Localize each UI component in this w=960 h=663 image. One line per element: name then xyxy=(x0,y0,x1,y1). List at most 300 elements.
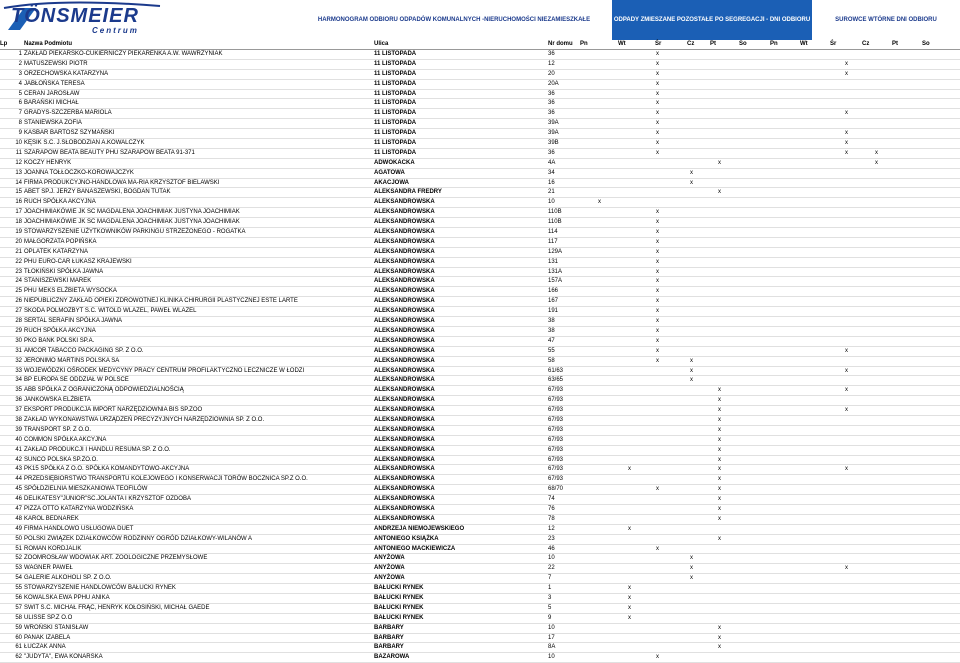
table-row xyxy=(0,416,960,426)
table-row xyxy=(0,525,960,535)
row-house-number: 39B xyxy=(548,140,559,147)
pickup-day-mark: x xyxy=(656,308,659,315)
pickup-day-mark: x xyxy=(690,565,693,572)
table-row xyxy=(0,109,960,119)
col-day: Wt xyxy=(800,41,808,47)
table-row xyxy=(0,119,960,129)
table-row xyxy=(0,337,960,347)
row-entity-name: PK15 SPÓŁKA Z O.O. SPÓŁKA KOMANDYTOWO-AKCYJNA xyxy=(24,466,190,473)
row-street: ALEKSANDROWSKA xyxy=(374,238,435,245)
pickup-day-mark: x xyxy=(718,426,721,433)
row-house-number: 61/63 xyxy=(548,367,564,374)
row-lp: 28 xyxy=(15,318,22,325)
row-lp: 5 xyxy=(18,90,22,97)
row-house-number: 36 xyxy=(548,110,555,117)
row-lp: 13 xyxy=(15,169,22,176)
pickup-day-mark: x xyxy=(718,416,721,423)
row-lp: 35 xyxy=(15,387,22,394)
row-street: ALEKSANDROWSKA xyxy=(374,436,435,443)
table-row xyxy=(0,554,960,564)
row-entity-name: "JUDYTA", EWA KONARSKA xyxy=(24,654,103,661)
row-entity-name: SPÓŁDZIELNIA MIESZKANIOWA TEOFILÓW xyxy=(24,486,148,493)
row-street: 11 LISTOPADA xyxy=(374,60,417,67)
row-lp: 17 xyxy=(15,209,22,216)
row-street: ANYŻOWA xyxy=(374,555,405,562)
row-lp: 58 xyxy=(15,614,22,621)
row-lp: 60 xyxy=(15,634,22,641)
pickup-day-mark: x xyxy=(628,525,631,532)
row-street: ALEKSANDROWSKA xyxy=(374,446,435,453)
pickup-day-mark: x xyxy=(690,357,693,364)
row-street: ALEKSANDROWSKA xyxy=(374,199,435,206)
pickup-day-mark: x xyxy=(718,446,721,453)
table-row xyxy=(0,327,960,337)
row-house-number: 10 xyxy=(548,624,555,631)
pickup-day-mark: x xyxy=(690,377,693,384)
col-day: Pn xyxy=(770,41,778,47)
pickup-day-mark: x xyxy=(718,387,721,394)
row-entity-name: ABET SP.J. JERZY BANASZEWSKI, BOGDAN TUTAK xyxy=(24,189,171,196)
row-entity-name: KAROL BEDNAREK xyxy=(24,515,79,522)
pickup-day-mark: x xyxy=(690,555,693,562)
pickup-day-mark: x xyxy=(845,110,848,117)
row-entity-name: JANKOWSKA ELŻBIETA xyxy=(24,397,91,404)
row-street: ALEKSANDROWSKA xyxy=(374,318,435,325)
pickup-day-mark: x xyxy=(845,60,848,67)
row-entity-name: SUNCO POLSKA SP.ZO.O. xyxy=(24,456,98,463)
pickup-day-mark: x xyxy=(656,654,659,661)
row-entity-name: POLSKI ZWIĄZEK DZIAŁKOWCÓW RODZINNY OGRÓD DZIAŁKOWY-WILANÓW A xyxy=(24,535,253,542)
pickup-day-mark: x xyxy=(656,80,659,87)
pickup-day-mark: x xyxy=(718,496,721,503)
row-entity-name: MATUSZEWSKI PIOTR xyxy=(24,60,88,67)
company-logo xyxy=(0,0,296,40)
row-house-number: 68/70 xyxy=(548,486,564,493)
row-house-number: 67/93 xyxy=(548,466,564,473)
table-row xyxy=(0,367,960,377)
row-lp: 24 xyxy=(15,278,22,285)
row-entity-name: CERAN JAROSŁAW xyxy=(24,90,80,97)
pickup-day-mark: x xyxy=(628,585,631,592)
row-lp: 44 xyxy=(15,476,22,483)
row-entity-name: JOACHIMIAKÓWIE JK SC MAGDALENA JOACHIMIAK JUSTYNA JOACHIMIAK xyxy=(24,209,240,216)
table-row xyxy=(0,436,960,446)
row-house-number: 39A xyxy=(548,120,559,127)
pickup-day-mark: x xyxy=(845,347,848,354)
pickup-day-mark: x xyxy=(656,100,659,107)
pickup-day-mark: x xyxy=(718,505,721,512)
row-entity-name: ŁUCZAK ANNA xyxy=(24,644,66,651)
pickup-day-mark: x xyxy=(656,110,659,117)
row-street: ADWOKACKA xyxy=(374,159,415,166)
row-street: 11 LISTOPADA xyxy=(374,120,417,127)
pickup-day-mark: x xyxy=(656,209,659,216)
pickup-day-mark: x xyxy=(598,199,601,206)
row-street: ALEKSANDROWSKA xyxy=(374,496,435,503)
row-street: BAZAROWA xyxy=(374,654,410,661)
row-street: ALEKSANDROWSKA xyxy=(374,486,435,493)
row-entity-name: KOCZY HENRYK xyxy=(24,159,72,166)
col-day: Pn xyxy=(580,41,588,47)
row-street: BARBARY xyxy=(374,644,404,651)
table-row xyxy=(0,624,960,634)
row-lp: 32 xyxy=(15,357,22,364)
row-street: 11 LISTOPADA xyxy=(374,110,417,117)
row-street: 11 LISTOPADA xyxy=(374,130,417,137)
row-street: ALEKSANDROWSKA xyxy=(374,288,435,295)
pickup-day-mark: x xyxy=(656,318,659,325)
row-lp: 1 xyxy=(18,51,22,57)
row-entity-name: STOWARZYSZENIE UŻYTKOWNIKÓW PARKINGU STRZEŻONEGO - ROGATKA xyxy=(24,229,246,236)
table-row xyxy=(0,149,960,159)
row-lp: 36 xyxy=(15,397,22,404)
row-lp: 57 xyxy=(15,604,22,611)
row-lp: 9 xyxy=(18,130,22,137)
pickup-day-mark: x xyxy=(656,268,659,275)
row-entity-name: BP EUROPA SE ODDZIAŁ W POLSCE xyxy=(24,377,129,384)
row-entity-name: GALERIE ALKOHOLI SP. Z O.O. xyxy=(24,575,112,582)
pickup-day-mark: x xyxy=(718,644,721,651)
pickup-day-mark: x xyxy=(690,575,693,582)
title-mixed-waste: ODPADY ZMIESZANE POZOSTAŁE PO SEGREGACJI - DNI ODBIORU xyxy=(612,0,812,40)
row-lp: 10 xyxy=(15,140,22,147)
table-row xyxy=(0,634,960,644)
pickup-day-mark: x xyxy=(718,624,721,631)
row-street: 11 LISTOPADA xyxy=(374,140,417,147)
pickup-day-mark: x xyxy=(656,90,659,97)
row-house-number: 36 xyxy=(548,90,555,97)
row-lp: 11 xyxy=(15,149,22,156)
row-street: ALEKSANDROWSKA xyxy=(374,268,435,275)
table-row xyxy=(0,643,960,653)
table-row xyxy=(0,545,960,555)
row-house-number: 20 xyxy=(548,70,555,77)
pickup-day-mark: x xyxy=(718,476,721,483)
row-entity-name: AMCOR TABACCO PACKAGING SP. Z O.O. xyxy=(24,347,144,354)
row-street: ANTONIEGO MACKIEWICZA xyxy=(374,545,456,552)
row-lp: 59 xyxy=(15,624,22,631)
row-house-number: 114 xyxy=(548,229,558,236)
col-nr: Nr domu xyxy=(548,41,573,47)
row-street: BAŁUCKI RYNEK xyxy=(374,585,424,592)
pickup-day-mark: x xyxy=(628,466,631,473)
row-house-number: 10 xyxy=(548,555,555,562)
row-house-number: 67/93 xyxy=(548,446,564,453)
pickup-day-mark: x xyxy=(656,486,659,493)
pickup-day-mark: x xyxy=(845,140,848,147)
title-recyclables: SUROWCE WTÓRNE DNI ODBIORU xyxy=(812,0,960,40)
pickup-day-mark: x xyxy=(845,565,848,572)
row-house-number: 20A xyxy=(548,80,559,87)
table-row xyxy=(0,495,960,505)
table-row xyxy=(0,60,960,70)
row-street: 11 LISTOPADA xyxy=(374,51,417,57)
table-row xyxy=(0,99,960,109)
row-lp: 20 xyxy=(15,238,22,245)
row-house-number: 78 xyxy=(548,515,555,522)
row-street: BARBARY xyxy=(374,624,404,631)
row-street: BARBARY xyxy=(374,634,404,641)
table-row xyxy=(0,465,960,475)
table-row xyxy=(0,456,960,466)
schedule-table xyxy=(0,40,960,663)
table-row xyxy=(0,347,960,357)
row-house-number: 47 xyxy=(548,337,555,344)
row-lp: 2 xyxy=(18,60,22,67)
row-street: ALEKSANDROWSKA xyxy=(374,426,435,433)
row-house-number: 110B xyxy=(548,219,562,226)
row-house-number: 12 xyxy=(548,525,555,532)
row-house-number: 12 xyxy=(548,60,555,67)
col-day: Śr xyxy=(655,41,662,47)
row-house-number: 157A xyxy=(548,278,563,285)
row-lp: 22 xyxy=(15,258,22,265)
table-row xyxy=(0,317,960,327)
row-street: ALEKSANDROWSKA xyxy=(374,337,435,344)
pickup-day-mark: x xyxy=(656,327,659,334)
row-entity-name: STANIEWSKA ZOFIA xyxy=(24,120,82,127)
row-lp: 15 xyxy=(15,189,22,196)
col-day: Pt xyxy=(892,41,898,47)
row-street: ALEKSANDROWSKA xyxy=(374,505,435,512)
row-street: ANYŻOWA xyxy=(374,565,405,572)
row-entity-name: JABŁOŃSKA TERESA xyxy=(24,80,85,87)
title-municipal-waste: HARMONOGRAM ODBIORU ODPADÓW KOMUNALNYCH -NIERUCHOMOŚCI NIEZAMIESZKAŁE xyxy=(317,17,591,23)
pickup-day-mark: x xyxy=(656,140,659,147)
col-day: Cz xyxy=(862,41,870,47)
row-street: BAŁUCKI RYNEK xyxy=(374,604,424,611)
table-row xyxy=(0,198,960,208)
table-row xyxy=(0,406,960,416)
table-row xyxy=(0,50,960,60)
row-house-number: 36 xyxy=(548,149,555,156)
row-street: ALEKSANDROWSKA xyxy=(374,248,435,255)
row-house-number: 5 xyxy=(548,604,552,611)
row-house-number: 9 xyxy=(548,614,552,621)
row-house-number: 46 xyxy=(548,545,555,552)
row-entity-name: SZARAPOW BEATA BEAUTY PHU SZARAPOW BEATA 91-371 xyxy=(24,149,195,156)
row-lp: 51 xyxy=(15,545,22,552)
pickup-day-mark: x xyxy=(628,604,631,611)
row-entity-name: ZOOMROSŁAW WDOWIAK ART. ZOOLOGICZNE PRZEMYSŁOWE xyxy=(24,555,208,562)
row-lp: 12 xyxy=(15,159,22,166)
row-street: ALEKSANDROWSKA xyxy=(374,515,435,522)
row-lp: 39 xyxy=(15,426,22,433)
row-street: 11 LISTOPADA xyxy=(374,70,417,77)
row-house-number: 55 xyxy=(548,347,555,354)
row-house-number: 76 xyxy=(548,505,555,512)
row-house-number: 67/93 xyxy=(548,456,564,463)
row-entity-name: COMMON SPÓŁKA AKCYJNA xyxy=(24,436,107,443)
row-entity-name: PIZZA OTTO KATARZYNA WODZIŃSKA xyxy=(24,505,134,512)
table-row xyxy=(0,584,960,594)
table-row xyxy=(0,268,960,278)
pickup-day-mark: x xyxy=(656,229,659,236)
row-street: ALEKSANDRA FREDRY xyxy=(374,189,442,196)
pickup-day-mark: x xyxy=(718,456,721,463)
table-row xyxy=(0,604,960,614)
row-street: ALEKSANDROWSKA xyxy=(374,407,435,414)
row-house-number: 131 xyxy=(548,258,559,265)
row-lp: 50 xyxy=(15,535,22,542)
row-house-number: 1 xyxy=(548,585,552,592)
row-entity-name: SERTAL SERAFIN SPÓŁKA JAWNA xyxy=(24,318,123,325)
pickup-day-mark: x xyxy=(718,397,721,404)
row-house-number: 10 xyxy=(548,199,555,206)
row-street: ALEKSANDROWSKA xyxy=(374,219,435,226)
row-entity-name: FIRMA PRODUKCYJNO-HANDLOWA MA-RIA KRZYSZTOF BIELAWSKI xyxy=(24,179,220,186)
row-entity-name: KĘSIK S.C. J.SŁOBODZIAN A.KOWALCZYK xyxy=(24,140,145,147)
row-entity-name: JERONIMO MARTINS POLSKA SA xyxy=(24,357,120,364)
row-house-number: 63/65 xyxy=(548,377,564,384)
row-lp: 4 xyxy=(18,80,22,87)
pickup-day-mark: x xyxy=(656,278,659,285)
row-street: ALEKSANDROWSKA xyxy=(374,466,435,473)
row-street: ALEKSANDROWSKA xyxy=(374,357,435,364)
row-house-number: 166 xyxy=(548,288,559,295)
row-entity-name: ABB SPÓŁKA Z OGRANICZONĄ ODPOWIEDZIALNOŚCIĄ xyxy=(24,387,184,394)
table-row xyxy=(0,228,960,238)
row-street: ALEKSANDROWSKA xyxy=(374,258,435,265)
table-row xyxy=(0,505,960,515)
row-entity-name: STOWARZYSZENIE HANDLOWCÓW BAŁUCKI RYNEK xyxy=(24,585,176,592)
row-lp: 29 xyxy=(15,327,22,334)
row-entity-name: ROMAN KORDJALIK xyxy=(24,545,82,552)
table-row xyxy=(0,287,960,297)
row-house-number: 129A xyxy=(548,248,563,255)
pickup-day-mark: x xyxy=(845,70,848,77)
row-street: ANDRZEJA NIEMOJEWSKIEGO xyxy=(374,525,465,532)
table-header-row xyxy=(0,40,960,50)
row-lp: 3 xyxy=(18,70,22,77)
row-entity-name: ORZECHOWSKA KATARZYNA xyxy=(24,70,109,77)
row-entity-name: ULISSE SP.Z O.O xyxy=(24,614,73,621)
row-house-number: 38 xyxy=(548,318,555,325)
row-house-number: 8A xyxy=(548,644,556,651)
pickup-day-mark: x xyxy=(628,594,631,601)
col-day: Wt xyxy=(618,41,626,47)
row-house-number: 22 xyxy=(548,565,555,572)
row-house-number: 17 xyxy=(548,634,555,641)
pickup-day-mark: x xyxy=(845,466,848,473)
row-entity-name: SWIT S.C. MICHAŁ FRĄC, HENRYK KOŁOSIŃSKI, MICHAŁ GAEDE xyxy=(24,604,210,611)
row-lp: 38 xyxy=(15,416,22,423)
table-row xyxy=(0,90,960,100)
row-lp: 61 xyxy=(15,644,22,651)
row-house-number: 4A xyxy=(548,159,556,166)
table-row xyxy=(0,515,960,525)
row-house-number: 74 xyxy=(548,496,555,503)
row-entity-name: FIRMA HANDLOWO USŁUGOWA DUET xyxy=(24,525,134,532)
row-street: 11 LISTOPADA xyxy=(374,100,417,107)
pickup-day-mark: x xyxy=(845,387,848,394)
table-row xyxy=(0,139,960,149)
row-house-number: 67/93 xyxy=(548,387,564,394)
table-row xyxy=(0,307,960,317)
row-lp: 8 xyxy=(18,120,22,127)
row-house-number: 58 xyxy=(548,357,555,364)
row-lp: 37 xyxy=(15,407,22,414)
pickup-day-mark: x xyxy=(845,407,848,414)
row-entity-name: RUCH SPÓŁKA AKCYJNA xyxy=(24,199,96,206)
table-row xyxy=(0,80,960,90)
row-lp: 31 xyxy=(15,347,22,354)
table-row xyxy=(0,169,960,179)
col-day: Cz xyxy=(687,41,695,47)
row-entity-name: PHU EURO-CAR ŁUKASZ KRAJEWSKI xyxy=(24,258,132,265)
pickup-day-mark: x xyxy=(656,149,659,156)
pickup-day-mark: x xyxy=(718,159,721,166)
row-entity-name: ZAKŁAD PRODUKCJI I HANDLU RESUMA SP. Z O.O. xyxy=(24,446,171,453)
row-lp: 21 xyxy=(15,248,22,255)
row-lp: 18 xyxy=(15,219,22,226)
pickup-day-mark: x xyxy=(718,436,721,443)
row-lp: 43 xyxy=(15,466,22,473)
row-lp: 30 xyxy=(15,337,22,344)
pickup-day-mark: x xyxy=(690,367,693,374)
pickup-day-mark: x xyxy=(845,149,848,156)
row-lp: 62 xyxy=(15,654,22,661)
row-lp: 42 xyxy=(15,456,22,463)
row-lp: 45 xyxy=(15,486,22,493)
table-row xyxy=(0,238,960,248)
row-entity-name: WOJEWÓDZKI OŚRODEK MEDYCYNY PRACY CENTRUM PROFILAKTYCZNO LECZNICZE W ŁODZI xyxy=(24,367,305,374)
row-house-number: 39A xyxy=(548,130,559,137)
row-house-number: 21 xyxy=(548,189,555,196)
row-house-number: 23 xyxy=(548,535,555,542)
row-entity-name: EKSPORT PRODUKCJA IMPORT NARZĘDZIOWNIA BIS SP.ZOO xyxy=(24,407,203,414)
row-street: ANTONIEGO KSIĄŻKA xyxy=(374,535,439,542)
pickup-day-mark: x xyxy=(718,634,721,641)
row-street: ALEKSANDROWSKA xyxy=(374,367,435,374)
row-entity-name: BARAŃSKI MICHAŁ xyxy=(24,100,79,107)
row-lp: 47 xyxy=(15,505,22,512)
table-row xyxy=(0,485,960,495)
row-lp: 46 xyxy=(15,496,22,503)
pickup-day-mark: x xyxy=(845,367,848,374)
row-house-number: 36 xyxy=(548,51,555,57)
col-name: Nazwa Podmiotu xyxy=(24,41,73,47)
row-house-number: 110B xyxy=(548,209,562,216)
row-street: ALEKSANDROWSKA xyxy=(374,456,435,463)
row-lp: 23 xyxy=(15,268,22,275)
row-street: 11 LISTOPADA xyxy=(374,80,417,87)
row-street: 11 LISTOPADA xyxy=(374,149,417,156)
row-lp: 6 xyxy=(18,100,22,107)
row-entity-name: ZAKŁAD PIEKARSKO-CUKIERNICZY PIEKARENKA A.W. WAWRZYNIAK xyxy=(24,51,223,57)
pickup-day-mark: x xyxy=(656,258,659,265)
table-row xyxy=(0,396,960,406)
pickup-day-mark: x xyxy=(718,515,721,522)
row-house-number: 67/93 xyxy=(548,397,564,404)
row-house-number: 34 xyxy=(548,169,555,176)
pickup-day-mark: x xyxy=(875,149,878,156)
table-row xyxy=(0,653,960,663)
row-street: ALEKSANDROWSKA xyxy=(374,377,435,384)
row-lp: 19 xyxy=(15,229,22,236)
table-row xyxy=(0,218,960,228)
pickup-day-mark: x xyxy=(656,298,659,305)
table-row xyxy=(0,208,960,218)
row-street: ALEKSANDROWSKA xyxy=(374,298,435,305)
row-street: BAŁUCKI RYNEK xyxy=(374,594,424,601)
row-lp: 34 xyxy=(15,377,22,384)
table-row xyxy=(0,129,960,139)
pickup-day-mark: x xyxy=(656,347,659,354)
row-lp: 48 xyxy=(15,515,22,522)
row-lp: 25 xyxy=(15,288,22,295)
pickup-day-mark: x xyxy=(656,248,659,255)
